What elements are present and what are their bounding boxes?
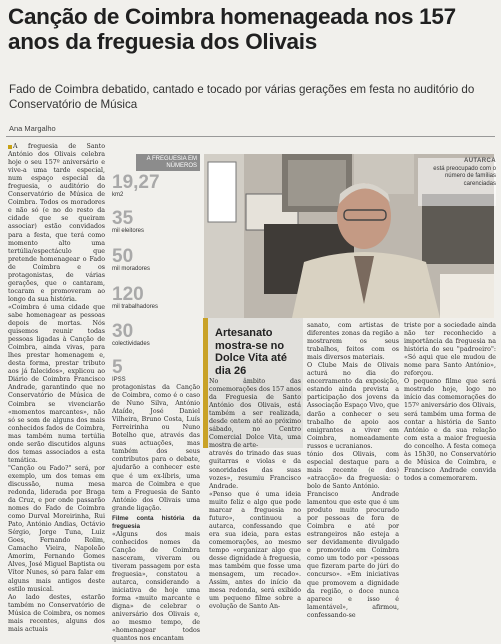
- stat-ipss: 5 IPSS: [112, 357, 126, 383]
- stat-voters: 35 mil eleitores: [112, 208, 145, 234]
- paragraph: Francisco Andrade lamentou que este que é um produto muito procurado por pessoas de fora de Coimbra e até por estrangeiros não esteja a ser devidamente divulgado e promovido em Coimbra como um todo por «pessoas que fizeram parte do júri do concurso». «Em iniciativas que promovem a dignidade da região, o doce nunca aparece e isso é lamentável», afirmou, confessando-se: [307, 490, 399, 619]
- photo-caption: [418, 158, 496, 206]
- paragraph: sanato, com artistas de diferentes zonas da região a mostrarem os seus trabalhos, feitos com os mais diversos materiais.: [307, 322, 399, 362]
- headline: Canção de Coimbra homenageada nos 157 anos da freguesia dos Olivais: [8, 4, 456, 54]
- paragraph: protagonistas da Canção de Coimbra, como é o caso de Nuno Silva, António Ataíde, José Daniel Vilheira, Bruno Costa, Luís Ferreirinha ou Nuno Botelho que, através das suas actuações, mas também dos seus contributos para o debate, ajudarão a conhecer este que é um ex-líbris, uma marca de Coimbra e que tem a Freguesia de Santo António dos Olivais uma grande ligação.: [112, 384, 200, 512]
- paragraph: tónio dos Olivais, com especial destaque para a mais recente (e dos) «atracção» da freguesia: o bolo de Santo António.: [307, 450, 399, 490]
- paragraph: A freguesia de Santo António dos Olivais celebra hoje o seu 157º aniversário e vive-a uma tarde especial, num espaço especial da freguesia, o auditório do Conservatório de Música de Coimbra. Todos os moradores e não só (e no do resto da cidade que se queiram associar) estão convidados para a festa, que terá como momento alto uma tertúlia/espectáculo que pretende homenagear o Fado de Coimbra e os protagonistas, de várias gerações, que o cantaram, tocaram e promoveram ao longo da sua história.: [8, 143, 105, 303]
- paragraph: através do trinado das suas guitarras e violas e da sonoridades das suas vozes», resumiu Francisco Andrade.: [209, 450, 301, 490]
- stat-workers: 120 mil trabalhadores: [112, 284, 159, 310]
- paragraph: Ao lado destes, estarão também no Conservatório de Música de Coimbra, os nomes mais recentes, alguns dos mais actuais: [8, 593, 105, 633]
- stat-area: 19,27 km2: [112, 172, 160, 198]
- caption-text: está preocupado com o número de famílias carenciadas: [433, 166, 496, 187]
- bullet-square-icon: [8, 145, 12, 149]
- paragraph: triste por a sociedade ainda não ter reconhecido a importância da freguesia na história do seu "padroeiro": «Só aqui que ele mudou de nome para Santo António», reforçou.: [404, 322, 496, 378]
- stats-header: A FREGUESIA EM NÚMEROS: [136, 154, 200, 171]
- box-column-3: [404, 322, 496, 522]
- paragraph: "Canção ou Fado?" será, por exemplo, um dos temas em discussão, numa mesa redonda, liderada por Braga da Cruz, e por onde passarão nomes do Fado de Coimbra como Durval Moreirinha, Rui Pato, António Andias, Octávio Sérgio, Jorge Tuna, Luiz Goes, Fernando Rolim, Camacho Vieira, Napoleão Amorim, Fernando Gomes Alves, José Miguel Baptista ou Vítor Nunes, só para falar em alguns mais antigos deste estilo musical.: [8, 464, 105, 593]
- paragraph: «Penso que é uma ideia muito feliz e algo que pode marcar a freguesia no futuro», continuou a autarca, confessando que era sua ideia, para estas comemorações, ao mesmo tempo «organizar algo que desse dignidade à freguesia, mas também que fosse uma mensagem, um recado». Assim, antes do início da mesa redonda, será exibido um pequeno filme sobre a evolução de Santo An-: [209, 490, 301, 611]
- subheading: Filme conta história da freguesia: [112, 514, 200, 530]
- subheadline: Fado de Coimbra debatido, cantado e tocado por várias gerações em festa no auditório do Conservatório de Música: [9, 83, 475, 111]
- paragraph: «Alguns dos mais conhecidos nomes da Canção de Coimbra nasceram, viveram ou tiveram passagem por esta freguesia», constatou a autarca, considerando a iniciativa de hoje uma forma «muito marcante e digna» de celebrar o aniversário dos Olivais e, ao mesmo tempo, de «homenagear todos quantos nos encantam: [112, 530, 200, 643]
- paragraph: O Clube Mais de Olivais acturá no dia do encerramento da exposição, estando ainda prevista a participação dos jovens da Associação Espaço Vivo, que darão a conhecer o seu trabalho de apoio aos emigrantes a viver em Coimbra, nomeadamente russos e ucranianos.: [307, 362, 399, 450]
- paragraph: O pequeno filme que será mostrado hoje, logo no início das comemorações do 157º aniversário dos Olivais, será também uma forma de contar a história de Santo António e da sua relação com esta a maior freguesia do concelho. A festa começa às 15h30, no Conservatório de Música de Coimbra, e Francisco Andrade convida todos a comemorarem.: [404, 378, 496, 482]
- caption-tag: AUTARCA: [463, 158, 496, 164]
- article-column-2: [112, 384, 200, 643]
- divider: [6, 136, 495, 137]
- stat-associations: 30 colectividades: [112, 321, 150, 347]
- article-column-1: [8, 143, 105, 638]
- byline: Ana Margalho: [9, 124, 56, 133]
- box-column-2: [307, 322, 399, 638]
- box-column-1: [209, 378, 301, 638]
- box-accent: [203, 318, 208, 448]
- box-title: Artesanato mostra-se no Dolce Vita até dia 26: [215, 327, 287, 377]
- paragraph: No âmbito das comemorações dos 157 anos da Freguesia de Santo António dos Olivais, está também a ser realizada, desde ontem até ao próximo sábado, no Centro Comercial Dolce Vita, uma mostra de arte-: [209, 378, 301, 450]
- stat-residents: 50 mil moradores: [112, 246, 151, 272]
- paragraph: «Coimbra é uma cidade que sabe homenagear as pessoas depois de mortas. Nós quisemos reunir todas pessoas ligadas à Canção de Coimbra, ainda vivas, para lhes prestar homenagem e, desta forma, prestar tributo aos já falecidos», explicou ao Diário de Coimbra Francisco Andrade, garantindo que no Conservatório de Música de Coimbra se vivenciarão «momentos marcantes», não só se som de alguns dos mais conhecidos fados de Coimbra, mas também numa tertúlia onde serão discutidos alguns dos temas associados a esta temática.: [8, 303, 105, 464]
